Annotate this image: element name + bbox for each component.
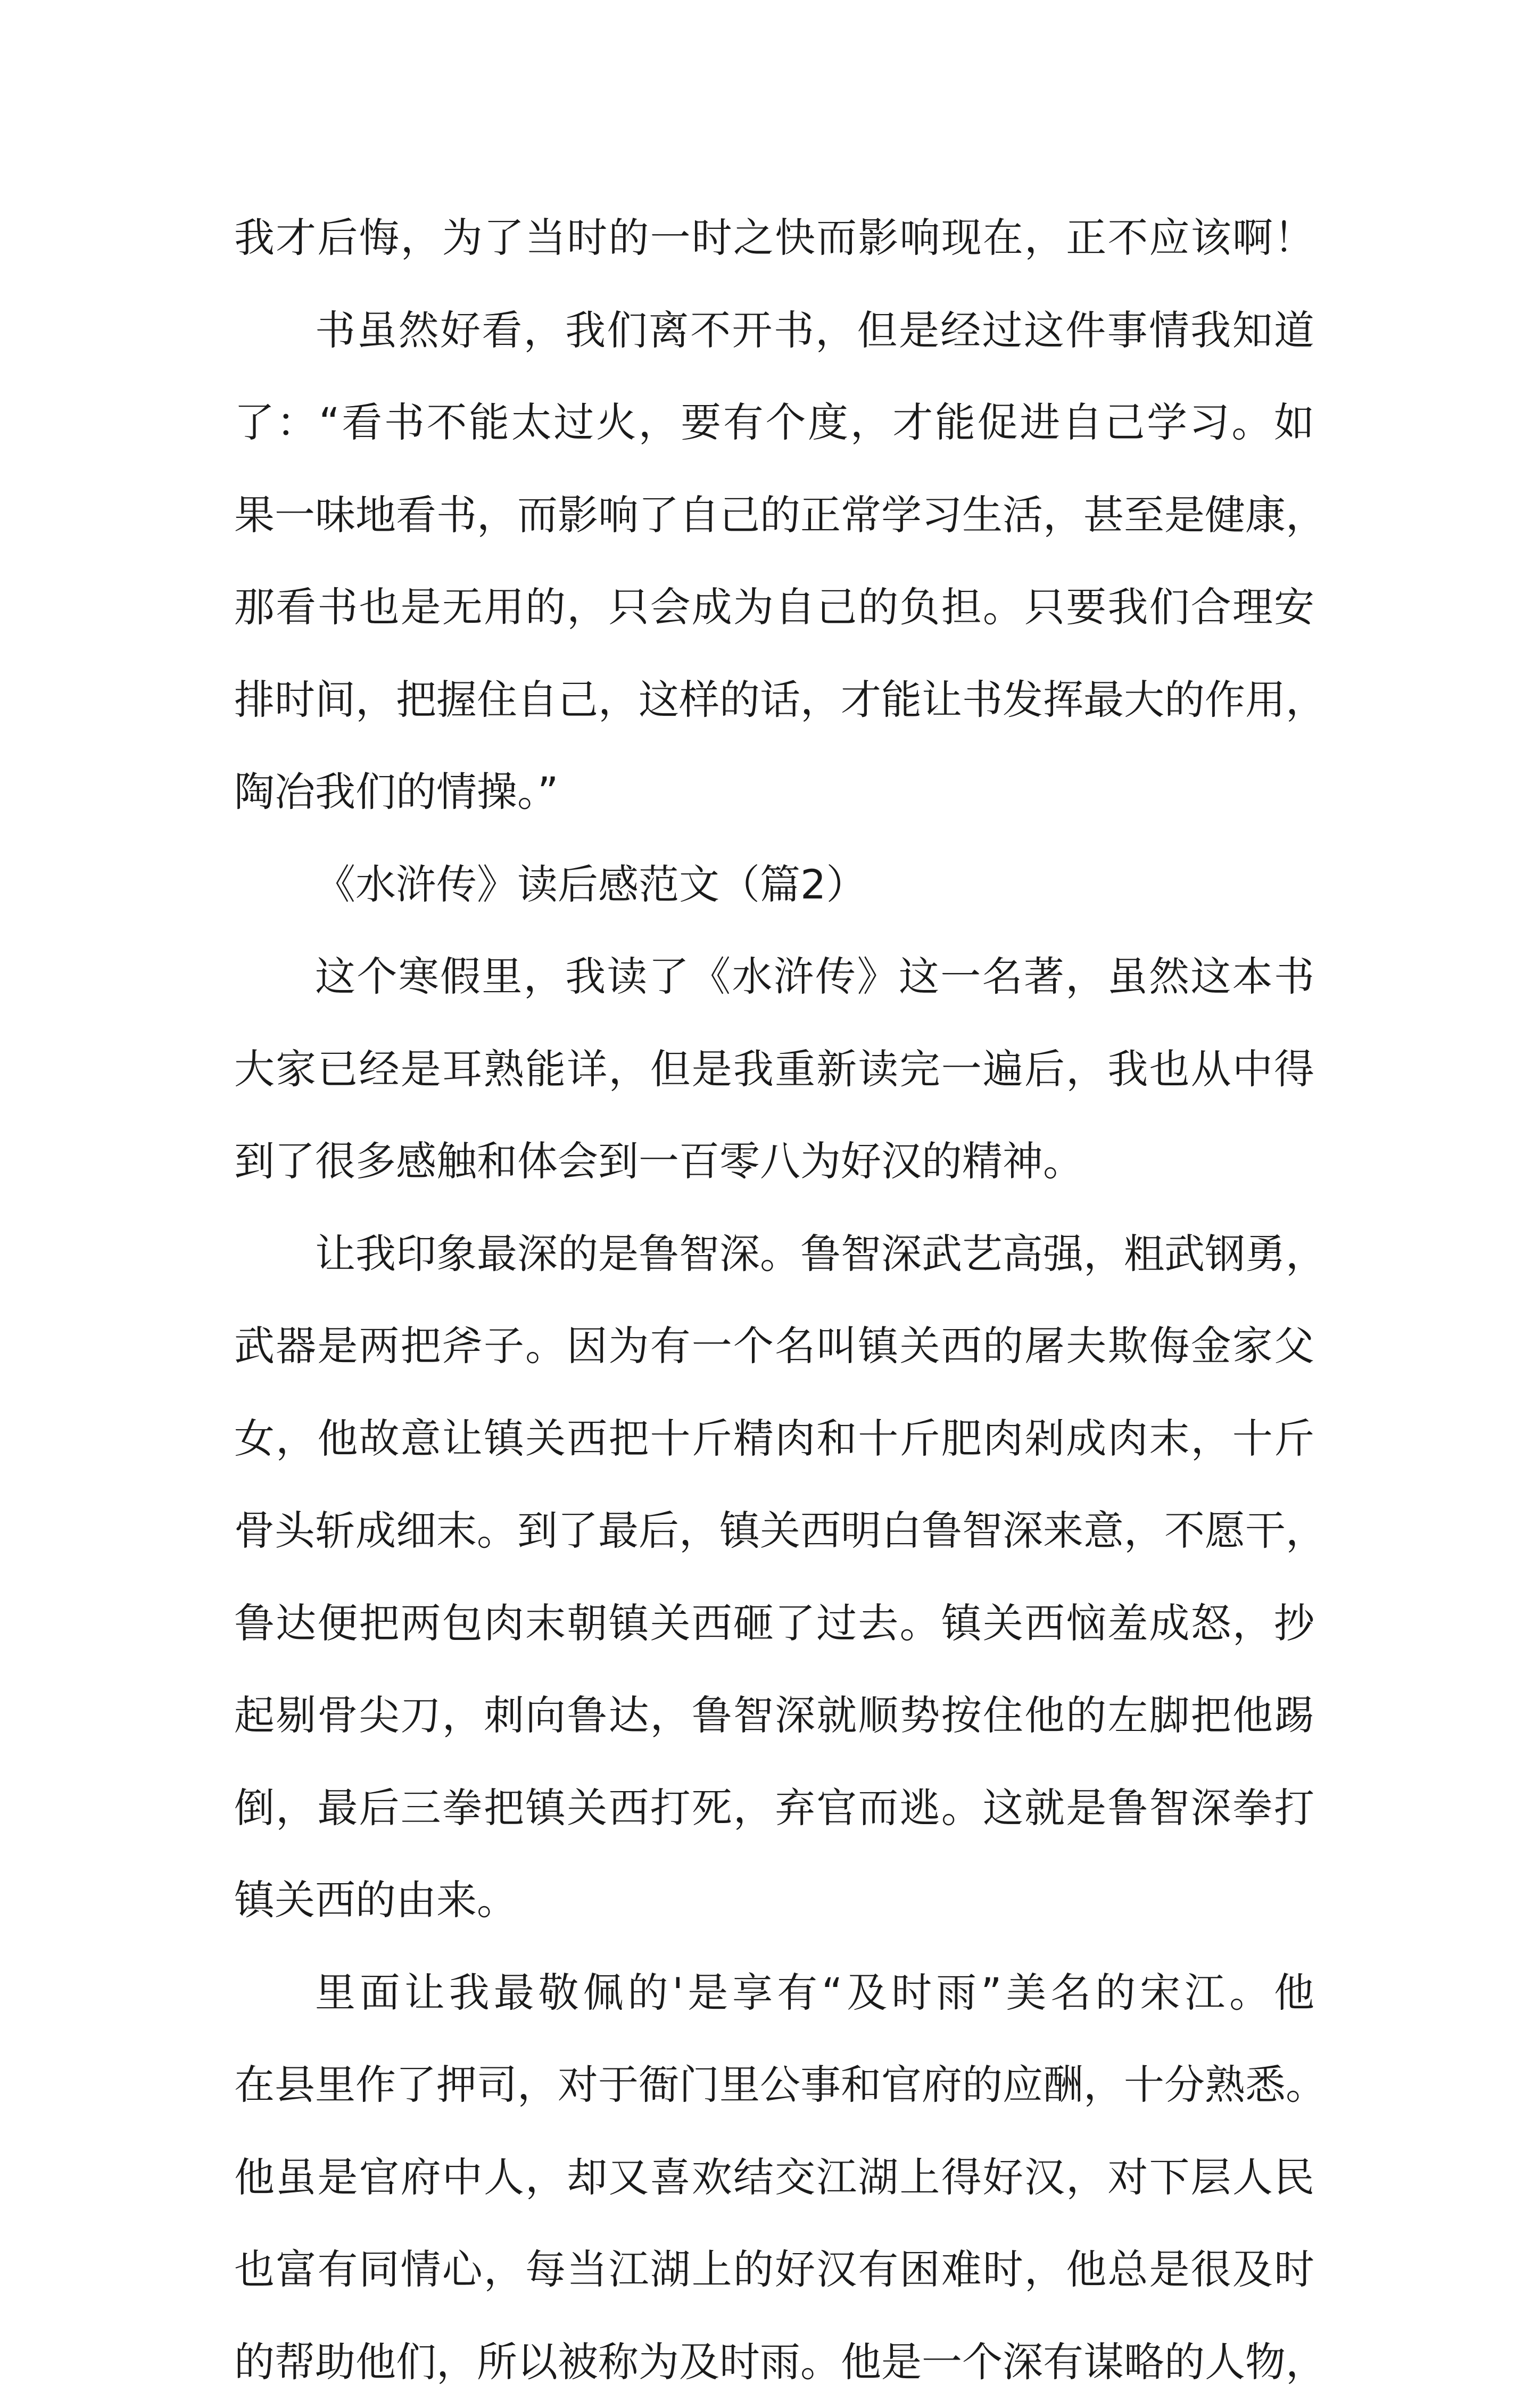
- text-line: 骨头斩成细末。到了最后，镇关西明白鲁智深来意，不愿干，: [234, 1485, 1314, 1577]
- document-body: [234, 192, 1314, 2408]
- text-line: 在县里作了押司，对于衙门里公事和官府的应酬，十分熟悉。: [234, 2039, 1314, 2131]
- paragraph-start-line: 里面让我最敬佩的'是享有“及时雨”美名的宋江。他: [234, 1947, 1314, 2039]
- paragraph-start-line: 这个寒假里，我读了《水浒传》这一名著，虽然这本书: [234, 930, 1314, 1023]
- text-line: 倒，最后三拳把镇关西打死，弃官而逃。这就是鲁智深拳打: [234, 1762, 1314, 1854]
- section-heading: 《水浒传》读后感范文（篇2）: [234, 838, 1314, 931]
- paragraph-end-line: 镇关西的由来。: [234, 1854, 1314, 1947]
- paragraph-start-line: 书虽然好看，我们离不开书，但是经过这件事情我知道: [234, 284, 1314, 377]
- text-line: 的帮助他们，所以被称为及时雨。他是一个深有谋略的人物，: [234, 2316, 1314, 2408]
- text-line: 了：“看书不能太过火，要有个度，才能促进自己学习。如: [234, 376, 1314, 469]
- paragraph-end-line: 陶冶我们的情操。”: [234, 746, 1314, 838]
- text-line: 起剔骨尖刀，刺向鲁达，鲁智深就顺势按住他的左脚把他踢: [234, 1669, 1314, 1762]
- text-line: 我才后悔，为了当时的一时之快而影响现在，正不应该啊！: [234, 192, 1314, 284]
- text-line: 武器是两把斧子。因为有一个名叫镇关西的屠夫欺侮金家父: [234, 1300, 1314, 1392]
- text-line: 那看书也是无用的，只会成为自己的负担。只要我们合理安: [234, 561, 1314, 654]
- text-line: 女，他故意让镇关西把十斤精肉和十斤肥肉剁成肉末，十斤: [234, 1392, 1314, 1485]
- text-line: 他虽是官府中人，却又喜欢结交江湖上得好汉，对下层人民: [234, 2131, 1314, 2224]
- text-line: 大家已经是耳熟能详，但是我重新读完一遍后，我也从中得: [234, 1023, 1314, 1116]
- text-line: 也富有同情心，每当江湖上的好汉有困难时，他总是很及时: [234, 2223, 1314, 2316]
- text-line: 果一味地看书，而影响了自己的正常学习生活，甚至是健康，: [234, 469, 1314, 562]
- text-line: 排时间，把握住自己，这样的话，才能让书发挥最大的作用，: [234, 654, 1314, 746]
- paragraph-end-line: 到了很多感触和体会到一百零八为好汉的精神。: [234, 1115, 1314, 1208]
- paragraph-start-line: 让我印象最深的是鲁智深。鲁智深武艺高强，粗武钢勇，: [234, 1208, 1314, 1300]
- text-line: 鲁达便把两包肉末朝镇关西砸了过去。镇关西恼羞成怒，抄: [234, 1577, 1314, 1670]
